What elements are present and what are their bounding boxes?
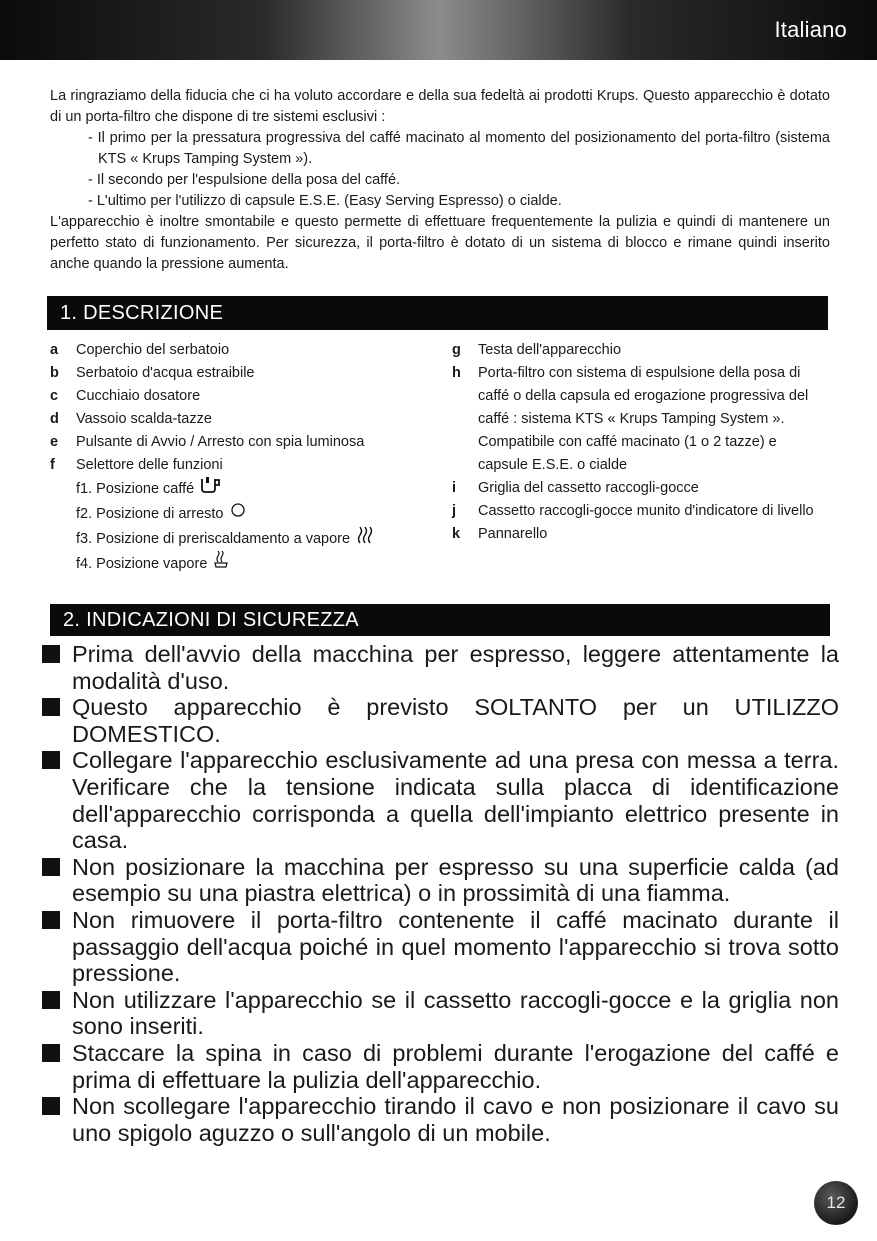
preheat-icon bbox=[356, 525, 374, 554]
description-item-a: a Coperchio del serbatoio bbox=[50, 342, 230, 358]
stop-circle-icon bbox=[230, 502, 246, 527]
system-item-2: - Il secondo per l'espulsione della posa del caffé. bbox=[88, 172, 401, 188]
function-f2: f2. Posizione di arresto bbox=[50, 502, 420, 527]
bullet-square-icon bbox=[42, 751, 60, 769]
function-f4: f4. Posizione vapore bbox=[50, 552, 420, 577]
safety-item: Non rimuovere il porta-filtro contenente il caffé macinato durante il passaggio dell'acqua poiché in quel momento l'apparecchio si trova sotto pressione. bbox=[42, 907, 839, 987]
description-item-k: k Pannarello bbox=[452, 526, 548, 542]
bullet-square-icon bbox=[42, 858, 60, 876]
bullet-square-icon bbox=[42, 698, 60, 716]
bullet-square-icon bbox=[42, 1044, 60, 1062]
description-item-e: e Pulsante di Avvio / Arresto con spia luminosa bbox=[50, 434, 365, 450]
description-item-i: i Griglia del cassetto raccogli-gocce bbox=[452, 480, 699, 496]
systems-list bbox=[50, 128, 830, 212]
function-f1: f1. Posizione caffé bbox=[50, 477, 420, 502]
description-item-j: j Cassetto raccogli-gocce munito d'indicatore di livello bbox=[452, 503, 814, 519]
steam-icon bbox=[213, 551, 229, 578]
description-left-column bbox=[50, 339, 420, 577]
description-right-column bbox=[452, 339, 830, 546]
system-item-1: - Il primo per la pressatura progressiva del caffé macinato al momento del posizionamento del porta-filtro (sistema KTS « Krups Tamping System »). bbox=[88, 130, 830, 167]
bullet-square-icon bbox=[42, 645, 60, 663]
section-title-descrizione: 1. DESCRIZIONE bbox=[47, 296, 828, 330]
safety-list bbox=[42, 641, 839, 1146]
description-item-c: c Cucchiaio dosatore bbox=[50, 388, 201, 404]
description-item-b: b Serbatoio d'acqua estraibile bbox=[50, 365, 255, 381]
bullet-square-icon bbox=[42, 991, 60, 1009]
safety-item: Non scollegare l'apparecchio tirando il cavo e non posizionare il cavo su uno spigolo aguzzo o sull'angolo di un mobile. bbox=[42, 1093, 839, 1146]
safety-item: Prima dell'avvio della macchina per espresso, leggere attentamente la modalità d'uso. bbox=[42, 641, 839, 694]
description-item-f: f Selettore delle funzioni bbox=[50, 457, 223, 473]
bullet-square-icon bbox=[42, 911, 60, 929]
function-f3: f3. Posizione di preriscaldamento a vapore bbox=[50, 527, 420, 552]
intro-paragraph-1: La ringraziamo della fiducia che ci ha voluto accordare e della sua fedeltà ai prodotti Krups. Questo apparecchio è dotato di un porta-filtro che dispone di tre sistemi esclusivi : bbox=[50, 88, 830, 125]
description-item-d: d Vassoio scalda-tazze bbox=[50, 411, 212, 427]
page-number: 12 bbox=[814, 1181, 858, 1225]
bullet-square-icon bbox=[42, 1097, 60, 1115]
safety-item: Non utilizzare l'apparecchio se il cassetto raccogli-gocce e la griglia non sono inseriti. bbox=[42, 987, 839, 1040]
language-label: Italiano bbox=[774, 17, 847, 42]
safety-item: Questo apparecchio è previsto SOLTANTO per un UTILIZZO DOMESTICO. bbox=[42, 694, 839, 747]
description-item-h: h Porta-filtro con sistema di espulsione della posa di caffé o della capsula ed erogazione progressiva del caffé : sistema KTS « Krups Tamping System ». Compatibile con caffé macinato (1 o 2 tazze) e capsule E.S.E. o cialde bbox=[452, 365, 809, 473]
safety-item: Staccare la spina in caso di problemi durante l'erogazione del caffé e prima di effettuare la pulizia dell'apparecchio. bbox=[42, 1040, 839, 1093]
intro-text bbox=[50, 86, 830, 275]
coffee-cup-icon bbox=[200, 476, 222, 503]
safety-item: Collegare l'apparecchio esclusivamente ad una presa con messa a terra. Verificare che la tensione indicata sulla placca di identificazione dell'apparecchio corrisponda a quella dell'impianto elettrico presente in casa. bbox=[42, 747, 839, 853]
safety-item: Non posizionare la macchina per espresso su una superficie calda (ad esempio su una piastra elettrica) o in prossimità di una fiamma. bbox=[42, 854, 839, 907]
system-item-3: - L'ultimo per l'utilizzo di capsule E.S.E. (Easy Serving Espresso) o cialde. bbox=[88, 193, 562, 209]
description-item-g: g Testa dell'apparecchio bbox=[452, 342, 622, 358]
header-bar bbox=[0, 0, 877, 60]
section-title-sicurezza: 2. INDICAZIONI DI SICUREZZA bbox=[50, 604, 830, 636]
intro-paragraph-2: L'apparecchio è inoltre smontabile e questo permette di effettuare frequentemente la pulizia e quindi di mantenere un perfetto stato di funzionamento. Per sicurezza, il porta-filtro è dotato di un sistema di blocco e rimane quindi inserito anche quando la pressione aumenta. bbox=[50, 214, 830, 272]
